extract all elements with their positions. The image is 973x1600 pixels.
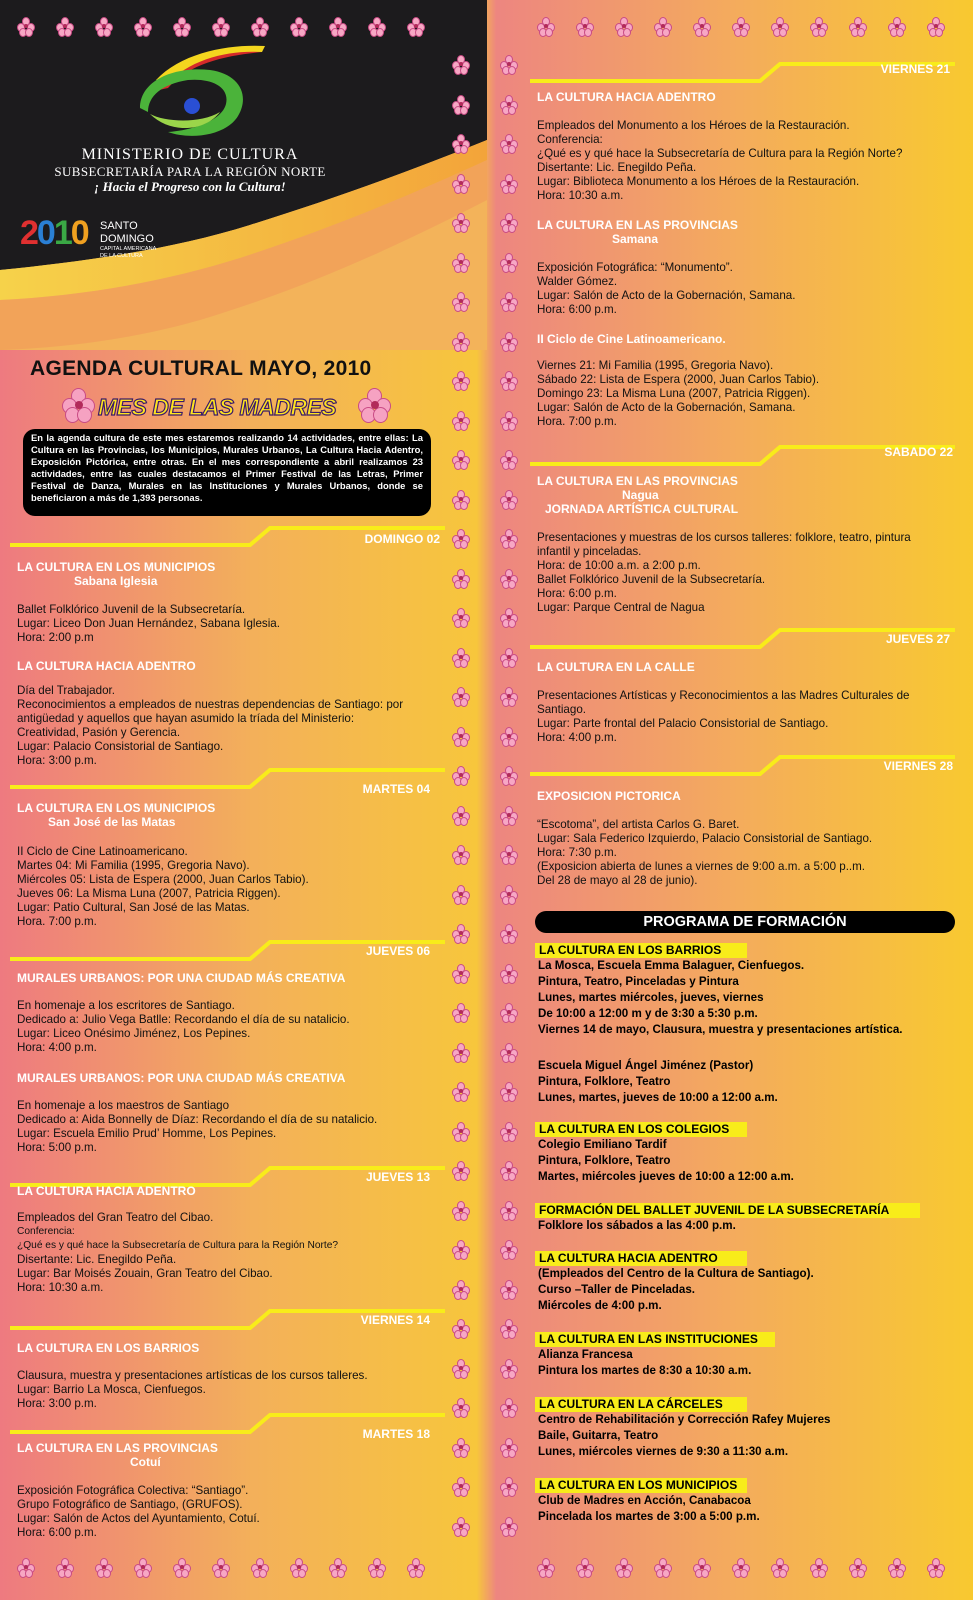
section-title: LA CULTURA EN LOS BARRIOS <box>17 1341 200 1355</box>
flower-icon <box>452 174 470 192</box>
intro-box: En la agenda cultura de este mes estaremos realizando 14 actividades, entre ellas: La Cultura en las Provincias, los Municipios, Murales Urbanos, La Cultura Hacia Adentro, Exposición Pictórica, entre otras. En el mes correspondiente a abril realizamos 23 actividades, entre las cuales destacamos el Primer Festival de las Letras, Primer Festival de Danza, Murales en las Instituciones y Murales Urbanos, donde se beneficiaron a más de 1,393 personas. <box>23 429 431 516</box>
flower-icon <box>500 529 518 547</box>
date-jueves-13: JUEVES 13 <box>365 1170 430 1184</box>
flower-icon <box>500 1201 518 1219</box>
date-domingo-02: DOMINGO 02 <box>364 532 440 546</box>
flower-icon <box>849 1558 867 1576</box>
programa-details: Escuela Miguel Ángel Jiménez (Pastor) Pintura, Folklore, Teatro Lunes, martes, jueves de 10:00 a 12:00 a.m. <box>538 1059 778 1104</box>
flower-icon <box>810 17 828 35</box>
section-title: II Ciclo de Cine Latinoamericano. <box>537 332 726 346</box>
section-title: LA CULTURA EN LAS PROVINCIAS Nagua JORNADA ARTÍSTICA CULTURAL <box>537 474 739 516</box>
flower-icon <box>452 529 470 547</box>
event-details: II Ciclo de Cine Latinoamericano. Martes 04: Mi Familia (1995, Gregoria Navo). Miércoles 05: Lista de Espera (2000, Juan Carlos Tabio). Jueves 06: La Misma Luna (2007, Patricia Riggen). Lugar: Patio Cultural, San José de las Matas. Hora. 7:00 p.m. <box>17 845 309 928</box>
flower-icon <box>500 806 518 824</box>
flower-icon <box>654 17 672 35</box>
programa-details: Colegio Emiliano Tardif Pintura, Folklore, Teatro Martes, miércoles jueves de 10:00 a 12:00 a.m. <box>538 1138 794 1183</box>
flower-icon <box>693 1558 711 1576</box>
flower-icon <box>452 608 470 626</box>
capital-cultura-logo: 2010 <box>20 214 88 252</box>
flower-icon <box>173 17 191 35</box>
programa-section-title: LA CULTURA EN LOS BARRIOS <box>535 943 747 958</box>
slogan: ¡ Hacia el Progreso con la Cultura! <box>94 179 286 194</box>
flower-icon <box>452 332 470 350</box>
event-details: En homenaje a los escritores de Santiago. Dedicado a: Julio Vega Batlle: Recordando el día de su natalicio. Lugar: Liceo Onésimo Jiménez, Los Pepines. Hora: 4:00 p.m. <box>17 999 350 1054</box>
flower-icon <box>329 1558 347 1576</box>
event-details: Clausura, muestra y presentaciones artísticas de los cursos talleres. Lugar: Barrio La Mosca, Cienfuegos. Hora: 3:00 p.m. <box>17 1369 368 1410</box>
date-sabado-22: SABADO 22 <box>884 445 953 459</box>
flower-icon <box>452 1517 470 1535</box>
flower-icon <box>888 1558 906 1576</box>
event-details: Día del Trabajador. Reconocimientos a empleados de nuestras dependencias de Santiago: por antigüedad y aquellos que hayan asumido la tríada del Ministerio: Creatividad, Pasión y Gerencia. Lugar: Palacio Consistorial de Santiago. Hora: 3:00 p.m. <box>17 684 404 767</box>
section-title: LA CULTURA EN LAS PROVINCIAS Cotuí <box>17 1441 218 1469</box>
flower-icon <box>500 332 518 350</box>
flower-icon <box>500 1319 518 1337</box>
section-title: LA CULTURA EN LOS MUNICIPIOS San José de las Matas <box>17 801 216 829</box>
flower-icon <box>500 1359 518 1377</box>
event-details: Exposición Fotográfica: “Monumento”. Walder Gómez. Lugar: Salón de Acto de la Gobernación, Samana. Hora: 6:00 p.m. <box>537 261 796 316</box>
flower-icon <box>173 1558 191 1576</box>
flower-icon <box>500 964 518 982</box>
ministry-name: MINISTERIO DE CULTURA <box>81 146 299 163</box>
flower-icon <box>452 1398 470 1416</box>
programa-section-title: LA CULTURA HACIA ADENTRO <box>535 1251 747 1266</box>
flower-icon <box>500 727 518 745</box>
section-title: LA CULTURA HACIA ADENTRO <box>17 659 196 673</box>
date-martes-04: MARTES 04 <box>362 782 430 796</box>
event-details: Ballet Folklórico Juvenil de la Subsecretaría. Lugar: Liceo Don Juan Hernández, Sabana Iglesia. Hora: 2:00 p.m <box>17 603 280 644</box>
flower-icon <box>452 1201 470 1219</box>
agenda-title: AGENDA CULTURAL MAYO, 2010 <box>30 357 372 380</box>
flower-icon <box>452 1240 470 1258</box>
flower-icon <box>500 134 518 152</box>
programa-details: La Mosca, Escuela Emma Balaguer, Cienfuegos. Pintura, Teatro, Pinceladas y Pintura Lunes, martes miércoles, jueves, viernes De 10:00 a 12:00 m y de 3:30 a 5:30 p.m. Viernes 14 de mayo, Clausura, muestra y presentaciones artística. <box>538 959 903 1036</box>
flower-icon <box>251 17 269 35</box>
event-details: Presentaciones y muestras de los cursos talleres: folklore, teatro, pintura infantil y pinceladas. Hora: de 10:00 a.m. a 2:00 p.m. Ballet Folklórico Juvenil de la Subsecretaría. Hora: 6:00 p.m. Lugar: Parque Central de Nagua <box>537 531 911 614</box>
programa-section-title: LA CULTURA EN LAS INSTITUCIONES <box>535 1332 775 1347</box>
flower-icon <box>452 134 470 152</box>
flower-icon <box>452 648 470 666</box>
flower-icon <box>452 964 470 982</box>
flower-icon <box>500 569 518 587</box>
flower-icon <box>452 727 470 745</box>
section-title: LA CULTURA EN LAS PROVINCIAS Samana <box>537 218 738 246</box>
flower-icon <box>500 1240 518 1258</box>
logo-capital-line1: CAPITAL AMERICANA <box>100 246 157 252</box>
flower-icon <box>693 17 711 35</box>
date-viernes-14: VIERNES 14 <box>360 1313 430 1327</box>
flower-icon <box>576 17 594 35</box>
flower-icon <box>500 411 518 429</box>
programa-title: PROGRAMA DE FORMACIÓN <box>535 911 955 933</box>
flower-icon <box>452 292 470 310</box>
programa-details: Centro de Rehabilitación y Corrección Rafey Mujeres Baile, Guitarra, Teatro Lunes, miércoles viernes de 9:30 a 11:30 a.m. <box>538 1413 831 1458</box>
flower-icon <box>500 1161 518 1179</box>
flower-icon <box>17 17 35 35</box>
flower-icon <box>452 845 470 863</box>
flower-icon <box>500 490 518 508</box>
flower-icon <box>251 1558 269 1576</box>
programa-details: (Empleados del Centro de la Cultura de Santiago). Curso –Taller de Pinceladas. Miércoles de 4:00 p.m. <box>538 1267 814 1312</box>
flower-icon <box>452 687 470 705</box>
flower-icon <box>500 1003 518 1021</box>
programa-section-title: LA CULTURA EN LOS MUNICIPIOS <box>535 1478 747 1493</box>
flower-icon <box>500 1438 518 1456</box>
flower-icon <box>452 885 470 903</box>
date-jueves-27: JUEVES 27 <box>885 632 950 646</box>
flower-icon <box>329 17 347 35</box>
flower-icon <box>654 1558 672 1576</box>
flower-icon <box>771 1558 789 1576</box>
logo-capital-line2: DE LA CULTURA <box>100 253 143 259</box>
flower-icon <box>771 17 789 35</box>
date-viernes-21: VIERNES 21 <box>880 62 950 76</box>
flower-icon <box>407 1558 425 1576</box>
flower-icon <box>500 213 518 231</box>
programa-section-title: LA CULTURA EN LA CÁRCELES <box>535 1397 747 1412</box>
flower-icon <box>500 1043 518 1061</box>
flower-icon <box>537 1558 555 1576</box>
flower-icon <box>452 1359 470 1377</box>
flower-icon <box>452 766 470 784</box>
flower-icon <box>500 1398 518 1416</box>
flower-icon <box>849 17 867 35</box>
flower-icon <box>452 1319 470 1337</box>
mes-title: MES DE LAS MADRES <box>98 394 337 420</box>
logo-city-line2: DOMINGO <box>100 233 154 245</box>
flower-icon <box>500 371 518 389</box>
flower-icon <box>500 885 518 903</box>
subsecretaria-name: SUBSECRETARÍA PARA LA REGIÓN NORTE <box>54 164 326 179</box>
event-details: Empleados del Monumento a los Héroes de la Restauración. Conferencia: ¿Qué es y qué hace la Subsecretaría de Cultura para la Región Norte? Disertante: Lic. Enegildo Peña. Lugar: Biblioteca Monumento a los Héroes de la Restauración. Hora: 10:30 a.m. <box>537 119 903 202</box>
date-viernes-28: VIERNES 28 <box>883 759 953 773</box>
flower-icon <box>927 1558 945 1576</box>
flower-icon <box>95 17 113 35</box>
section-title: LA CULTURA HACIA ADENTRO <box>537 90 716 104</box>
flower-icon <box>95 1558 113 1576</box>
flower-icon <box>407 17 425 35</box>
logo-city-line1: SANTO <box>100 220 138 232</box>
flower-icon <box>452 371 470 389</box>
flower-icon <box>537 17 555 35</box>
event-details: “Escotoma”, del artista Carlos G. Baret. Lugar: Sala Federico Izquierdo, Palacio Consistorial de Santiago. Hora: 7:30 p.m. (Exposicion abierta de lunes a viernes de 9:00 a.m. a 5:00 p..m. Del 28 de mayo al 28 de junio). <box>537 818 873 887</box>
flower-icon <box>500 1082 518 1100</box>
section-title: LA CULTURA EN LOS MUNICIPIOS Sabana Iglesia <box>17 560 216 588</box>
flower-icon <box>134 1558 152 1576</box>
flower-icon <box>452 411 470 429</box>
flower-icon <box>452 253 470 271</box>
flower-icon <box>134 17 152 35</box>
flower-icon <box>500 95 518 113</box>
flower-icon <box>56 1558 74 1576</box>
flower-icon <box>452 806 470 824</box>
section-title: LA CULTURA HACIA ADENTRO <box>17 1184 196 1198</box>
flower-icon <box>500 766 518 784</box>
flower-icon <box>500 1477 518 1495</box>
flower-icon <box>500 845 518 863</box>
event-details: En homenaje a los maestros de Santiago Dedicado a: Aida Bonnelly de Díaz: Recordando el día de su natalicio. Lugar: Escuela Emilio Prud’ Homme, Los Pepines. Hora: 5:00 p.m. <box>17 1099 378 1154</box>
event-details: Empleados del Gran Teatro del Cibao. Conferencia: ¿Qué es y qué hace la Subsecretaría de Cultura para la Región Norte? Disertante: Lic. Enegildo Peña. Lugar: Bar Moisés Zouain, Gran Teatro del Cibao. Hora: 10:30 a.m. <box>17 1211 339 1294</box>
flower-icon <box>212 17 230 35</box>
flower-icon <box>56 17 74 35</box>
event-details: Exposición Fotográfica Colectiva: “Santiago”. Grupo Fotográfico de Santiago, (GRUFOS). Lugar: Salón de Actos del Ayuntamiento, Cotuí. Hora: 6:00 p.m. <box>17 1484 260 1539</box>
flower-icon <box>500 292 518 310</box>
flower-icon <box>452 1082 470 1100</box>
flower-icon <box>500 1280 518 1298</box>
section-title: MURALES URBANOS: POR UNA CIUDAD MÁS CREATIVA <box>17 971 346 985</box>
flower-icon <box>500 174 518 192</box>
programa-section-title: LA CULTURA EN LOS COLEGIOS <box>535 1122 747 1137</box>
programa-details: Alianza Francesa Pintura los martes de 8:30 a 10:30 a.m. <box>538 1348 752 1377</box>
flower-icon <box>368 1558 386 1576</box>
flower-icon <box>212 1558 230 1576</box>
flower-icon <box>452 1280 470 1298</box>
flower-icon <box>452 55 470 73</box>
flower-icon <box>927 17 945 35</box>
flower-icon <box>452 1122 470 1140</box>
flower-icon <box>810 1558 828 1576</box>
flower-icon <box>732 17 750 35</box>
flower-icon <box>500 253 518 271</box>
section-title: EXPOSICION PICTORICA <box>537 789 681 803</box>
event-details: Presentaciones Artísticas y Reconocimientos a las Madres Culturales de Santiago. Lugar: Parte frontal del Palacio Consistorial de Santiago. Hora: 4:00 p.m. <box>537 689 910 744</box>
programa-section-title: FORMACIÓN DEL BALLET JUVENIL DE LA SUBSECRETARÍA <box>535 1203 920 1218</box>
flower-icon <box>500 1122 518 1140</box>
flower-icon <box>452 95 470 113</box>
flower-icon <box>290 17 308 35</box>
section-title: LA CULTURA EN LA CALLE <box>537 660 695 674</box>
flower-icon <box>452 450 470 468</box>
flower-icon <box>452 1161 470 1179</box>
flower-icon <box>888 17 906 35</box>
flower-icon <box>17 1558 35 1576</box>
flower-icon <box>500 924 518 942</box>
flower-icon <box>500 687 518 705</box>
flower-icon <box>500 648 518 666</box>
event-details: Viernes 21: Mi Familia (1995, Gregoria Navo). Sábado 22: Lista de Espera (2000, Juan Carlos Tabio). Domingo 23: La Misma Luna (2007, Patricia Riggen). Lugar: Salón de Acto de la Gobernación, Samana. Hora. 7:00 p.m. <box>537 359 820 428</box>
programa-details: Folklore los sábados a las 4:00 p.m. <box>538 1219 736 1232</box>
flower-icon <box>452 924 470 942</box>
flower-icon <box>452 1043 470 1061</box>
flower-icon <box>452 490 470 508</box>
flower-icon <box>500 55 518 73</box>
flower-icon <box>576 1558 594 1576</box>
flower-icon <box>500 608 518 626</box>
flower-icon <box>452 1477 470 1495</box>
date-jueves-06: JUEVES 06 <box>365 944 430 958</box>
flower-icon <box>732 1558 750 1576</box>
flower-icon <box>290 1558 308 1576</box>
date-martes-18: MARTES 18 <box>362 1427 430 1441</box>
flower-icon <box>615 1558 633 1576</box>
flower-icon <box>615 17 633 35</box>
flower-icon <box>500 1517 518 1535</box>
programa-details: Club de Madres en Acción, Canabacoa Pincelada los martes de 3:00 a 5:00 p.m. <box>538 1494 760 1523</box>
section-title: MURALES URBANOS: POR UNA CIUDAD MÁS CREATIVA <box>17 1071 346 1085</box>
flower-icon <box>500 450 518 468</box>
flower-icon <box>452 1003 470 1021</box>
flower-icon <box>452 1438 470 1456</box>
flower-icon <box>368 17 386 35</box>
flower-icon <box>452 569 470 587</box>
flower-icon <box>452 213 470 231</box>
